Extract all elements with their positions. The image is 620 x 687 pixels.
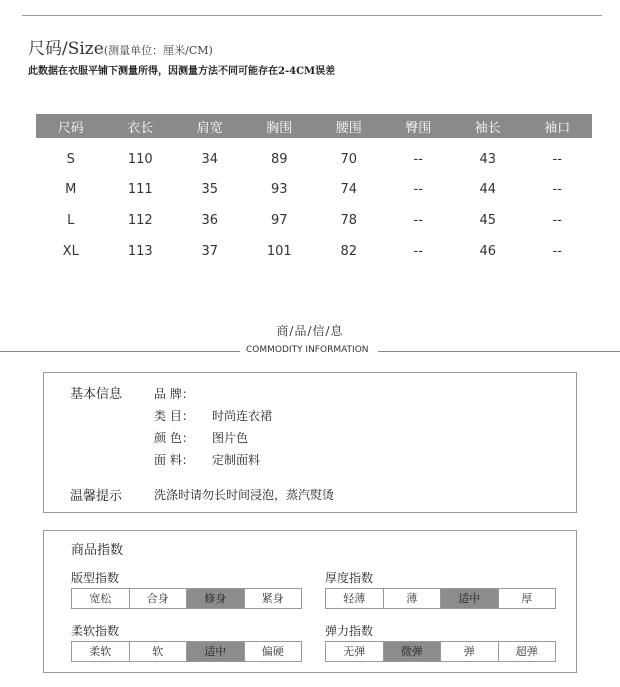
basic-info-title: 基本信息 <box>70 387 123 402</box>
scale-option: 薄 <box>383 589 441 608</box>
thickness-index <box>325 569 556 609</box>
scale-option: 软 <box>129 642 187 661</box>
size-title-text: 尺码/Size <box>28 39 104 59</box>
scale-option: 弹 <box>440 642 498 661</box>
attribute-key: 类 目： <box>154 409 194 423</box>
thickness-index-title: 厚度指数 <box>325 571 374 585</box>
table-cell: 44 <box>479 182 497 197</box>
scale-option: 超弹 <box>498 642 556 661</box>
table-cell: L <box>67 213 75 228</box>
table-cell: 113 <box>127 244 153 259</box>
header-cell: 肩宽 <box>175 114 245 138</box>
scale-option: 合身 <box>129 589 187 608</box>
scale-option: 紧身 <box>244 589 302 608</box>
header-cell: 胸围 <box>245 114 315 138</box>
scale-option: 微弹 <box>383 642 441 661</box>
size-table <box>36 114 592 267</box>
table-cell: -- <box>552 182 562 197</box>
elasticity-index-title: 弹力指数 <box>325 624 374 638</box>
elasticity-index-scale <box>325 641 556 662</box>
commodity-info-title: 商/品/信/息 <box>276 324 344 338</box>
table-cell: 74 <box>340 182 358 197</box>
measurement-note: 此数据在衣服平铺下测量所得，因测量方法不同可能存在2-4CM误差 <box>28 66 336 77</box>
thickness-index-scale <box>325 588 556 609</box>
table-cell: 34 <box>201 151 219 167</box>
attribute-value: 图片色 <box>212 431 249 445</box>
size-section-title <box>28 34 213 59</box>
fit-index <box>71 569 302 609</box>
header-cell: 腰围 <box>314 114 384 138</box>
header-divider-right <box>378 351 620 352</box>
attribute-fabric <box>154 451 260 468</box>
attribute-brand <box>154 385 212 402</box>
commodity-info-subtitle-row <box>0 345 620 359</box>
table-cell: XL <box>62 244 79 259</box>
table-cell: 46 <box>479 244 497 259</box>
commodity-info-header <box>0 322 620 359</box>
scale-option: 偏硬 <box>244 642 302 661</box>
top-divider <box>22 15 602 16</box>
table-cell: 70 <box>340 151 358 167</box>
attribute-key: 品 牌： <box>154 387 194 401</box>
table-row <box>36 138 592 174</box>
table-cell: -- <box>413 151 423 167</box>
fit-index-title: 版型指数 <box>71 571 120 585</box>
attribute-key: 面 料： <box>154 453 194 467</box>
header-cell: 袖长 <box>453 114 523 138</box>
table-cell: 35 <box>201 182 219 197</box>
table-cell: -- <box>552 213 562 228</box>
table-cell: 78 <box>340 213 358 228</box>
elasticity-index <box>325 622 556 662</box>
header-divider-left <box>0 351 240 352</box>
basic-info-panel <box>43 372 577 513</box>
table-cell: 37 <box>201 244 219 259</box>
size-unit-note: (测量单位：厘米/CM) <box>103 44 213 57</box>
table-cell: -- <box>413 182 423 197</box>
table-row <box>36 174 592 205</box>
softness-index-title: 柔软指数 <box>71 624 120 638</box>
softness-index <box>71 622 302 662</box>
tips-text: 洗涤时请勿长时间浸泡，蒸汽熨烫 <box>154 488 335 502</box>
attribute-color <box>154 429 248 446</box>
softness-index-scale <box>71 641 302 662</box>
table-cell: -- <box>413 213 423 228</box>
size-table-header <box>36 114 592 138</box>
tips-title: 温馨提示 <box>70 489 123 504</box>
table-cell: -- <box>552 244 562 259</box>
table-cell: 89 <box>270 151 288 167</box>
table-row <box>36 205 592 236</box>
attribute-value: 时尚连衣裙 <box>212 409 273 423</box>
scale-option: 厚 <box>498 589 556 608</box>
scale-option: 修身 <box>186 589 244 608</box>
table-cell: 36 <box>201 213 219 228</box>
scale-option: 适中 <box>440 589 498 608</box>
table-cell: -- <box>413 244 423 259</box>
table-cell: 97 <box>270 213 288 228</box>
commodity-info-subtitle: COMMODITY INFORMATION <box>246 345 369 355</box>
table-row <box>36 236 592 267</box>
attribute-key: 颜 色： <box>154 431 194 445</box>
attribute-category <box>154 407 272 424</box>
table-cell: 110 <box>127 151 153 167</box>
scale-option: 无弹 <box>343 645 366 658</box>
scale-option: 柔软 <box>89 645 112 658</box>
attribute-value: 定制面料 <box>212 453 261 467</box>
table-cell: 43 <box>479 151 497 167</box>
table-cell: 112 <box>127 213 153 228</box>
table-cell: S <box>66 151 75 167</box>
fit-index-scale <box>71 588 302 609</box>
product-index-title: 商品指数 <box>71 543 124 558</box>
table-cell: 82 <box>340 244 358 259</box>
header-cell: 袖口 <box>523 114 593 138</box>
table-cell: 45 <box>479 213 497 228</box>
table-cell: M <box>65 182 77 197</box>
product-index-panel <box>43 530 577 673</box>
header-cell: 臀围 <box>384 114 454 138</box>
table-cell: 101 <box>266 244 292 259</box>
header-cell: 衣长 <box>106 114 176 138</box>
table-cell: 111 <box>127 182 153 197</box>
scale-option: 轻薄 <box>343 592 366 605</box>
table-cell: -- <box>552 151 562 167</box>
scale-option: 宽松 <box>89 592 112 605</box>
header-cell: 尺码 <box>36 114 106 138</box>
scale-option: 适中 <box>186 642 244 661</box>
table-cell: 93 <box>270 182 288 197</box>
